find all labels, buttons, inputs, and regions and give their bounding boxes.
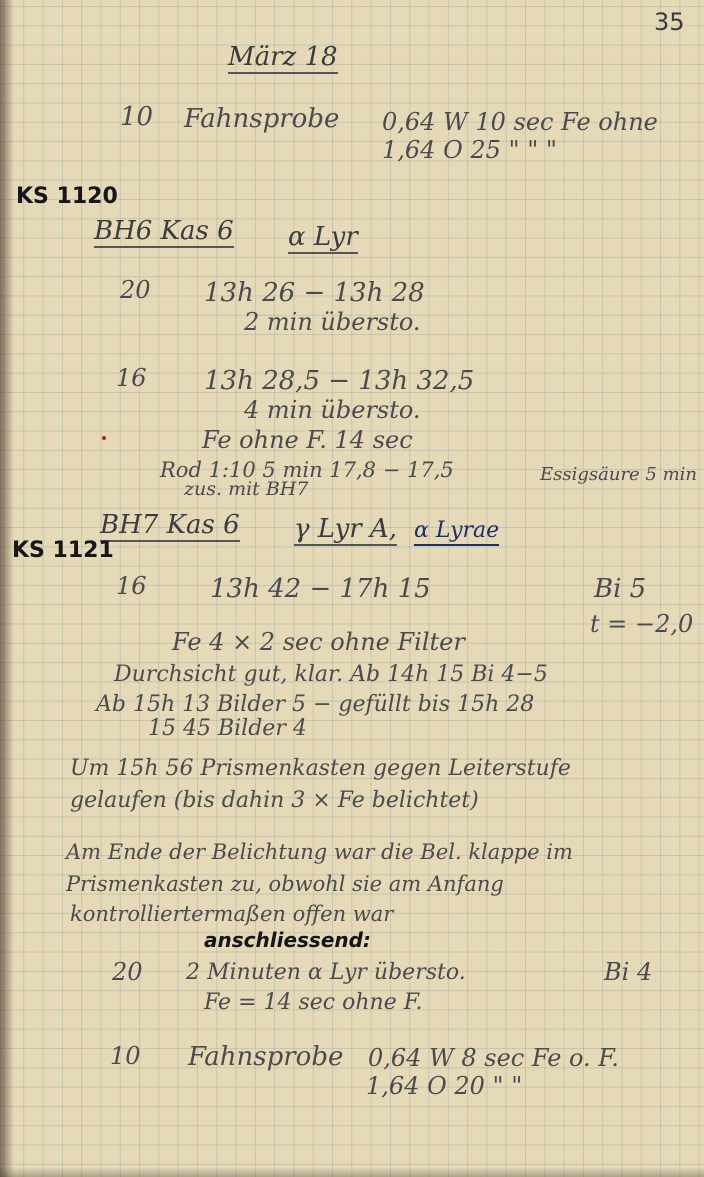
section-1-row-20-note: 2 min übersto.	[244, 308, 421, 336]
section-2-am-1: Am Ende der Belichtung war die Bel. klappe im	[66, 840, 573, 864]
section-2-am-2: Prismenkasten zu, obwohl sie am Anfang	[66, 872, 504, 896]
page-number: 35	[654, 8, 685, 36]
section-2-am-3: kontrolliertermaßen offen war	[70, 902, 394, 926]
section-2-entry-10-label: Fahnsprobe	[188, 1042, 344, 1072]
date-heading: März 18	[228, 42, 338, 72]
section-2-entry-10-line1: 0,64 W 8 sec Fe o. F.	[368, 1044, 619, 1072]
ks-1120-label: KS 1120	[16, 184, 118, 209]
section-1-fe-note: Fe ohne F. 14 sec	[202, 426, 413, 454]
section-1-row-16-num: 16	[116, 364, 147, 392]
section-2-entry-10-line2: 1,64 O 20 " "	[366, 1072, 523, 1100]
ink-dot	[102, 436, 106, 440]
section-2-heading-a: BH7 Kas 6	[100, 510, 240, 540]
section-1-rod-note: Rod 1:10 5 min 17,8 − 17,5	[160, 458, 454, 482]
section-2-t-note: t = −2,0	[590, 610, 694, 638]
entry-1-label: Fahnsprobe	[184, 104, 340, 134]
section-2-row-16-time: 13h 42 − 17h 15	[210, 574, 431, 604]
section-1-heading-b: α Lyr	[288, 222, 358, 252]
section-2-um-2: gelaufen (bis dahin 3 × Fe belichtet)	[70, 788, 479, 813]
section-1-row-20-num: 20	[120, 276, 151, 304]
section-1-row-20-time: 13h 26 − 13h 28	[204, 278, 425, 308]
entry-1-line1: 0,64 W 10 sec Fe ohne	[382, 108, 658, 136]
entry-1-line2: 1,64 O 25 " " "	[382, 136, 557, 164]
section-2-row-20-text: 2 Minuten α Lyr übersto.	[186, 960, 466, 985]
section-2-um-1: Um 15h 56 Prismenkasten gegen Leiterstufe	[70, 756, 571, 781]
section-1-essig-note: Essigsäure 5 min	[540, 464, 698, 485]
section-2-line-1545: 15 45 Bilder 4	[148, 716, 307, 741]
entry-1-num: 10	[120, 102, 154, 132]
section-2-ab-1513: Ab 15h 13 Bilder 5 − gefüllt bis 15h 28	[96, 692, 535, 717]
section-2-heading-c: α Lyrae	[414, 520, 499, 546]
section-2-row-20-num: 20	[112, 958, 143, 986]
section-2-bi-note: Bi 5	[594, 574, 647, 604]
section-2-durchsicht: Durchsicht gut, klar. Ab 14h 15 Bi 4−5	[114, 662, 548, 687]
section-2-anschliessend: anschliessend:	[204, 928, 371, 952]
section-1-heading-a: BH6 Kas 6	[94, 216, 234, 246]
section-2-row-16-num: 16	[116, 572, 147, 600]
section-1-row-16-time: 13h 28,5 − 13h 32,5	[204, 366, 475, 396]
section-2-fe-line: Fe 4 × 2 sec ohne Filter	[172, 628, 465, 656]
section-2-heading-b: γ Lyr A,	[294, 514, 398, 544]
section-2-row-20-bi: Bi 4	[604, 958, 653, 986]
ks-1121-label: KS 1121	[12, 538, 114, 563]
section-1-zus-note: zus. mit BH7	[184, 478, 309, 500]
section-1-row-16-note: 4 min übersto.	[244, 396, 421, 424]
section-2-row-20-fe: Fe = 14 sec ohne F.	[204, 990, 423, 1015]
section-2-entry-10-num: 10	[110, 1042, 141, 1070]
